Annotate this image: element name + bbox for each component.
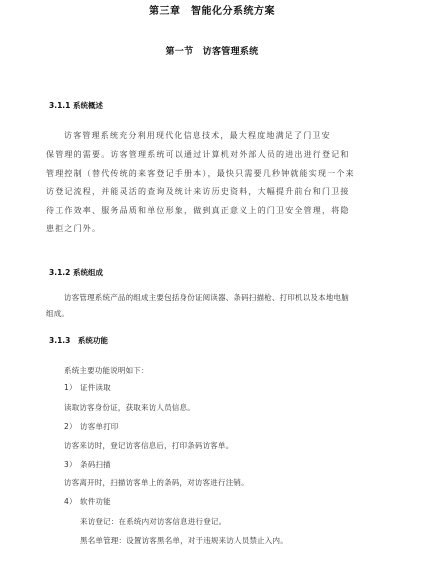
function-intro: 系统主要功能说明如下： xyxy=(64,366,149,375)
list-item-title: 访客单打印 xyxy=(80,422,119,431)
paragraph-line: 访登记流程，并能灵活的查询及统计来访历史资料，大幅提升前台和门卫接 xyxy=(46,187,350,196)
heading-3-1-3: 3.1.3 系统功能 xyxy=(49,336,108,345)
list-item-desc: 访客来访时，登记访客信息后，打印条码访客单。 xyxy=(64,441,234,450)
paragraph-line: 组成。 xyxy=(46,309,70,318)
software-feature-line: 黑名单管理：设置访客黑名单，对于违规来访人员禁止入内。 xyxy=(80,536,288,545)
paragraph-line: 患拒之门外。 xyxy=(46,224,102,233)
paragraph-line: 访客管理系统产品的组成主要包括身份证阅读器、条码扫描枪、打印机以及本地电脑 xyxy=(64,293,349,302)
section-title: 第一节 访客管理系统 xyxy=(165,47,259,57)
list-item-desc: 读取访客身份证，获取来访人员信息。 xyxy=(64,403,195,412)
list-item-number: 3） xyxy=(64,460,77,469)
list-item-title: 条码扫描 xyxy=(80,460,111,469)
list-item-number: 4） xyxy=(64,497,77,506)
paragraph-line: 保管理的需要。访客管理系统可以通过计算机对外部人员的进出进行登记和 xyxy=(46,150,350,159)
chapter-title: 第三章 智能化分系统方案 xyxy=(149,6,275,17)
list-item-title: 证件读取 xyxy=(80,383,111,392)
list-item-number: 2） xyxy=(64,422,77,431)
list-item-desc: 访客离开时，扫描访客单上的条码，对访客进行注销。 xyxy=(64,478,249,487)
list-item-title: 软件功能 xyxy=(80,497,111,506)
heading-3-1-2: 3.1.2 系统组成 xyxy=(49,268,103,277)
heading-3-1-1: 3.1.1 系统概述 xyxy=(49,101,103,110)
paragraph-line: 待工作效率、服务品质和单位形象，做到真正意义上的门卫安全管理，将隐 xyxy=(46,206,350,215)
paragraph-line: 访客管理系统充分利用现代化信息技术，最大程度地满足了门卫安 xyxy=(64,131,331,140)
paragraph-line: 管理控制（替代传统的来客登记手册本），最快只需要几秒钟就能实现一个来 xyxy=(46,169,355,178)
software-feature-line: 来访登记：在系统内对访客信息进行登记。 xyxy=(80,517,227,526)
list-item-number: 1） xyxy=(64,383,77,392)
